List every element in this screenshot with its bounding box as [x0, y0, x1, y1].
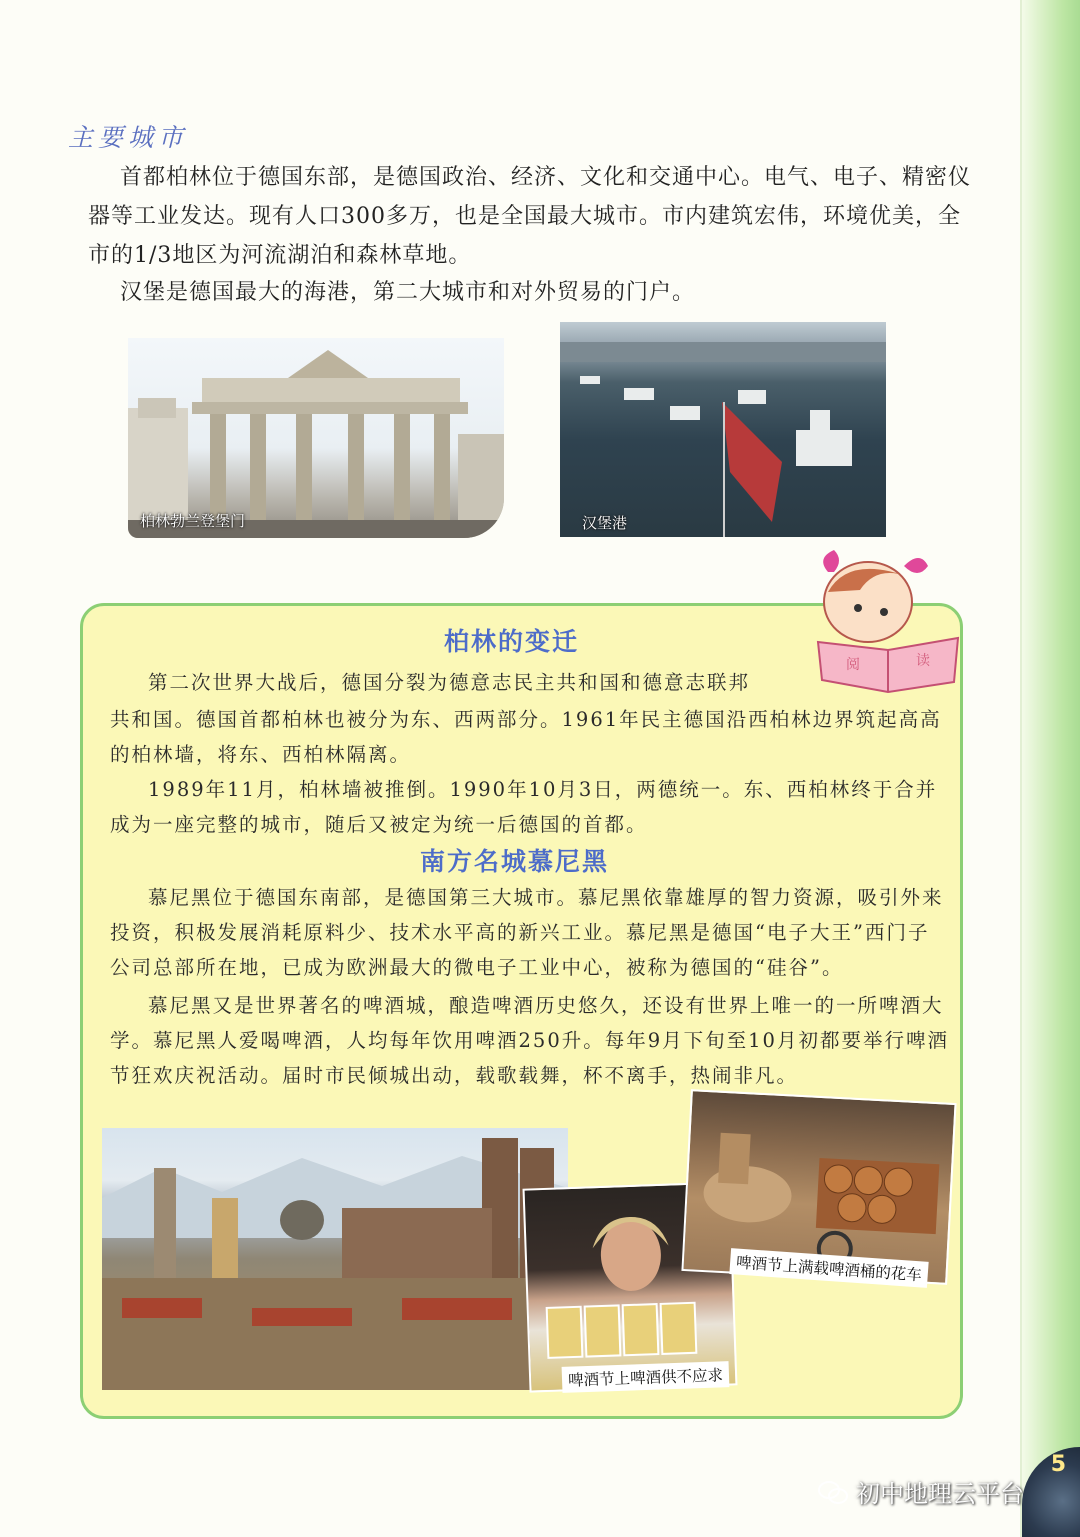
edge-divider — [1020, 0, 1022, 1537]
berlin-change-line1: 第二次世界大战后，德国分裂为德意志民主共和国和德意志联邦 — [148, 671, 751, 694]
page-edge-strip — [1022, 0, 1080, 1537]
page-number: 5 — [1050, 1452, 1066, 1477]
section-heading: 主要城市 — [68, 123, 189, 152]
berlin-reunification: 1989年11月，柏林墙被推倒。1990年10月3日，两德统一。东、西柏林终于合并成为一座完整的城市，随后又被定为统一后德国的首都。 — [110, 778, 938, 836]
munich-panorama-photo — [102, 1128, 568, 1390]
watermark-text: 初中地理云平台 — [856, 1480, 1024, 1508]
munich-paragraph-2: 慕尼黑又是世界著名的啤酒城，酿造啤酒历史悠久，还设有世界上唯一的一所啤酒大学。慕尼黑人爱喝啤酒，人均每年饮用啤酒250升。每年9月下旬至10月初都要举行啤酒节狂欢庆祝活动。届时市民倾城出动，载歌载舞，杯不离手，热闹非凡。 — [110, 994, 949, 1087]
munich-paragraph-1: 慕尼黑位于德国东南部，是德国第三大城市。慕尼黑依靠雄厚的智力资源，吸引外来投资，积极发展消耗原料少、技术水平高的新兴工业。慕尼黑是德国“电子大王”西门子公司总部所在地，已成为欧洲最大的微电子工业中心，被称为德国的“硅谷”。 — [110, 886, 944, 979]
reading-girl-illustration — [808, 542, 968, 702]
reading-title-berlin: 柏林的变迁 — [444, 627, 580, 656]
paragraph-berlin: 首都柏林位于德国东部，是德国政治、经济、文化和交通中心。电气、电子、精密仪器等工业发达。现有人口300多万，也是全国最大城市。市内建筑宏伟，环境优美，全市的1/3地区为河流湖泊和森林草地。 — [88, 165, 972, 268]
book-label-read: 阅 — [846, 657, 860, 673]
reading-title-munich: 南方名城慕尼黑 — [420, 847, 610, 876]
gate-caption: 柏林勃兰登堡门 — [140, 512, 246, 530]
beer-woman-caption: 啤酒节上啤酒供不应求 — [562, 1361, 730, 1393]
harbor-caption: 汉堡港 — [582, 514, 628, 532]
book-label-study: 读 — [916, 653, 930, 669]
brandenburg-gate-photo — [128, 338, 504, 538]
hamburg-harbor-photo — [560, 322, 886, 537]
beer-wagon-caption: 啤酒节上满载啤酒桶的花车 — [729, 1248, 928, 1288]
wechat-icon — [818, 1480, 848, 1506]
berlin-change-rest: 共和国。德国首都柏林也被分为东、西两部分。1961年民主德国沿西柏林边界筑起高高的柏林墙，将东、西柏林隔离。 — [110, 708, 942, 766]
paragraph-hamburg: 汉堡是德国最大的海港，第二大城市和对外贸易的门户。 — [120, 280, 696, 305]
